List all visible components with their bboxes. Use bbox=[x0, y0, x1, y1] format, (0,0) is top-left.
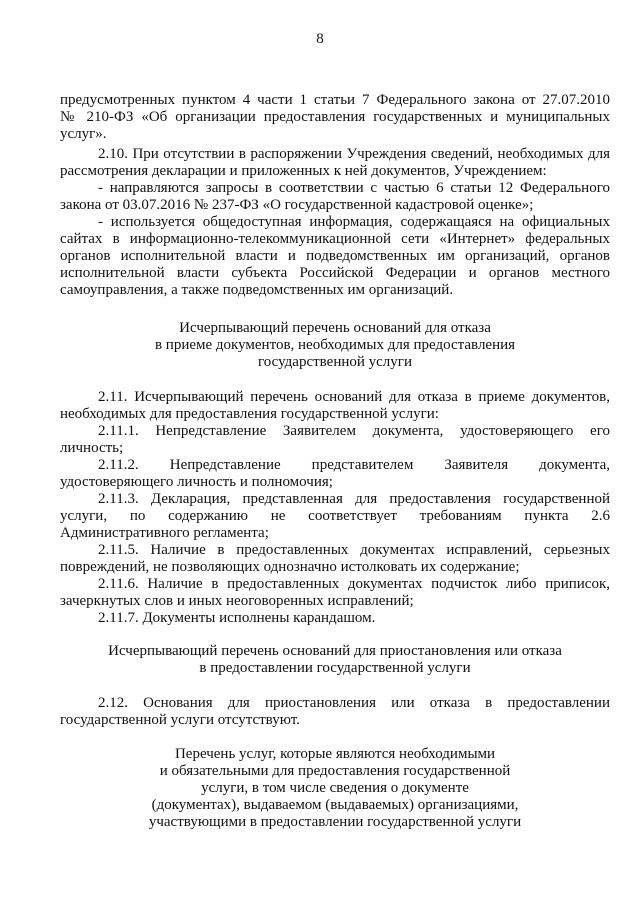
paragraph-line: самоуправления, а также подведомственных им организаций. bbox=[60, 282, 454, 298]
paragraph-line: - направляются запросы в соответствии с частью 6 статьи 12 Федерального bbox=[98, 180, 610, 196]
section-heading-line: участвующими в предоставлении государственной услуги bbox=[148, 814, 522, 830]
paragraph-line: 2.11.6. Наличие в предоставленных документах подчисток либо приписок, bbox=[98, 576, 610, 592]
paragraph-line: 2.11.1. Непредставление Заявителем документа, удостоверяющего его bbox=[98, 423, 610, 439]
paragraph-line: 2.11.2. Непредставление представителем Заявителя документа, bbox=[98, 457, 610, 473]
paragraph-line: государственной услуги отсутствуют. bbox=[60, 712, 300, 728]
paragraph-line: повреждений, не позволяющих однозначно истолковать их содержание; bbox=[60, 559, 520, 575]
paragraph-line: услуги, по содержанию не соответствует требованиям пункта 2.6 bbox=[60, 508, 610, 524]
paragraph-line: удостоверяющего личность и полномочия; bbox=[60, 474, 333, 490]
paragraph-line: зачеркнутых слов и иных неоговоренных исправлений; bbox=[60, 593, 414, 609]
paragraph-line: рассмотрения декларации и приложенных к ней документов, Учреждением: bbox=[60, 163, 547, 179]
paragraph-line: 2.10. При отсутствии в распоряжении Учреждения сведений, необходимых для bbox=[98, 146, 610, 162]
section-heading-line: государственной услуги bbox=[258, 354, 412, 370]
paragraph-line: необходимых для предоставления государственной услуги: bbox=[60, 406, 439, 422]
section-heading-line: (документах), выдаваемом (выдаваемых) организациями, bbox=[151, 797, 519, 813]
paragraph-line: исполнительной власти субъекта Российской Федерации и органов местного bbox=[60, 265, 610, 281]
section-heading-line: в приеме документов, необходимых для предоставления bbox=[154, 337, 516, 353]
paragraph-line: закона от 03.07.2016 № 237-ФЗ «О государственной кадастровой оценке»; bbox=[60, 197, 534, 213]
section-heading-line: Исчерпывающий перечень оснований для приостановления или отказа bbox=[108, 643, 562, 659]
paragraph-line: личность; bbox=[60, 440, 124, 456]
paragraph-line: 2.12. Основания для приостановления или отказа в предоставлении bbox=[98, 695, 610, 711]
paragraph-line: сайтах в информационно-телекоммуникационной сети «Интернет» федеральных bbox=[60, 231, 610, 247]
section-heading-line: и обязательными для предоставления государственной bbox=[159, 763, 511, 779]
page-number: 8 bbox=[316, 31, 324, 47]
paragraph-line: органов исполнительной власти и подведомственных им организаций, органов bbox=[60, 248, 610, 264]
section-heading-line: в предоставлении государственной услуги bbox=[199, 660, 471, 676]
paragraph-line: 2.11.5. Наличие в предоставленных документах исправлений, серьезных bbox=[98, 542, 610, 558]
paragraph-line: - используется общедоступная информация, содержащаяся на официальных bbox=[98, 214, 610, 230]
paragraph-line: № 210-ФЗ «Об организации предоставления государственных и муниципальных bbox=[60, 109, 610, 125]
paragraph-line: 2.11.7. Документы исполнены карандашом. bbox=[98, 610, 376, 626]
paragraph-line: 2.11. Исчерпывающий перечень оснований для отказа в приеме документов, bbox=[98, 389, 610, 405]
paragraph-line: Административного регламента; bbox=[60, 525, 269, 541]
section-heading-line: Исчерпывающий перечень оснований для отказа bbox=[179, 320, 491, 336]
section-heading-line: Перечень услуг, которые являются необходимыми bbox=[174, 746, 496, 762]
paragraph-line: предусмотренных пунктом 4 части 1 статьи 7 Федерального закона от 27.07.2010 bbox=[60, 92, 610, 108]
paragraph-line: услуг». bbox=[60, 126, 107, 142]
paragraph-line: 2.11.3. Декларация, представленная для предоставления государственной bbox=[98, 491, 610, 507]
section-heading-line: услуги, в том числе сведения о документе bbox=[201, 780, 469, 796]
